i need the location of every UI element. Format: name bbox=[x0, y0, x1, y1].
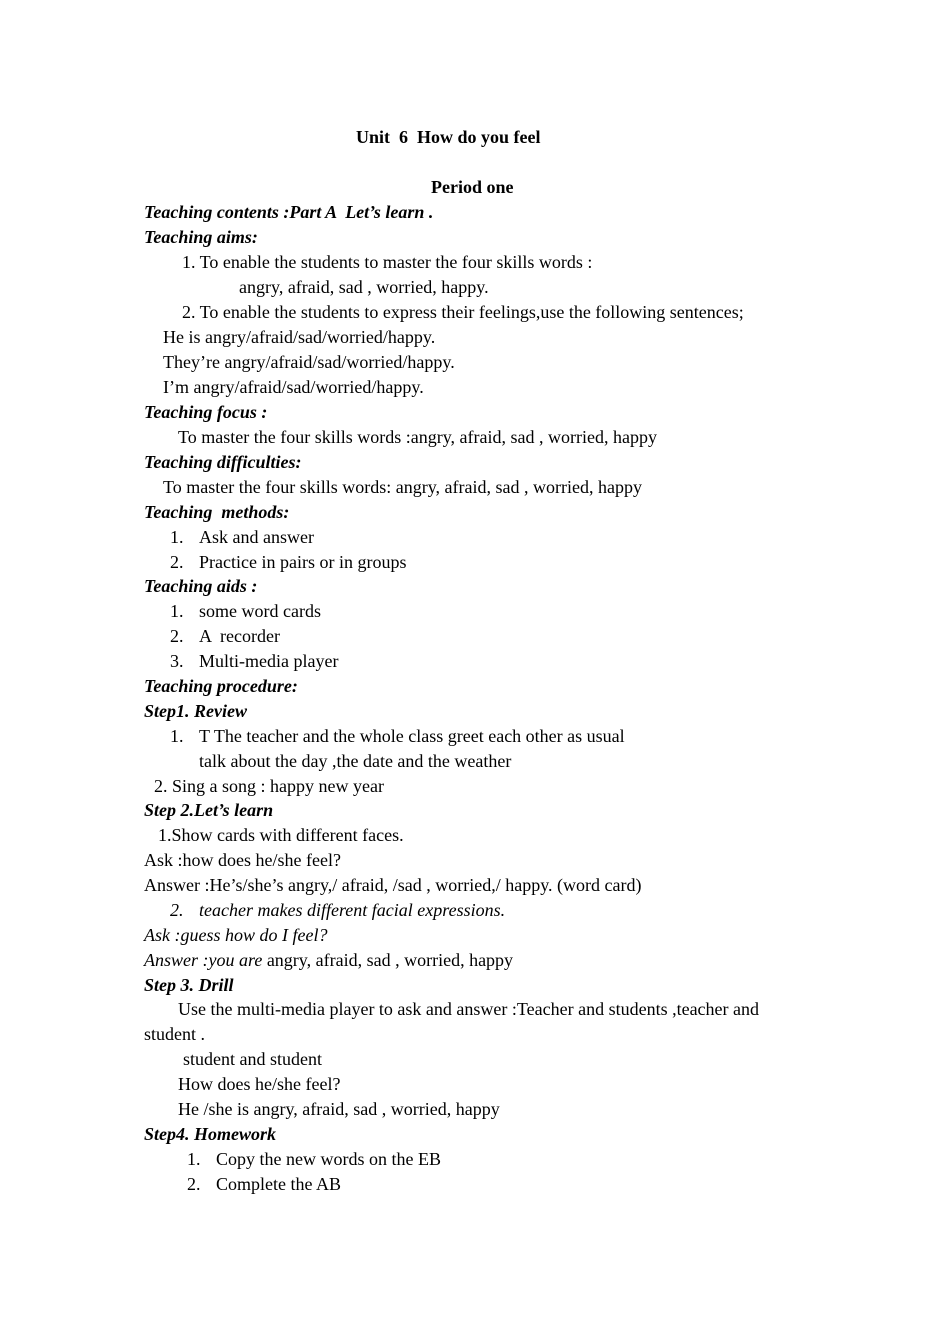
aids-heading: Teaching aids : bbox=[144, 576, 258, 596]
aim-sentence-1: He is angry/afraid/sad/worried/happy. bbox=[163, 327, 436, 347]
step3-heading: Step 3. Drill bbox=[144, 975, 234, 995]
step2-line-6: Answer :you are angry, afraid, sad , worried, happy bbox=[144, 950, 514, 970]
step2-line-5: Ask :guess how do I feel? bbox=[144, 925, 328, 945]
list-item: 1. T The teacher and the whole class greet each other as usual bbox=[170, 726, 625, 746]
focus-text: To master the four skills words :angry, afraid, sad , worried, happy bbox=[178, 427, 657, 447]
step2-line-2: Ask :how does he/she feel? bbox=[144, 850, 341, 870]
teaching-contents: Teaching contents :Part A Let’s learn . bbox=[144, 202, 434, 222]
step3-line-1-continued: student . bbox=[144, 1024, 205, 1044]
procedure-heading: Teaching procedure: bbox=[144, 676, 298, 696]
step2-line-1: 1.Show cards with different faces. bbox=[158, 825, 404, 845]
step3-line-3: How does he/she feel? bbox=[178, 1074, 341, 1094]
difficulties-text: To master the four skills words: angry, afraid, sad , worried, happy bbox=[163, 477, 642, 497]
list-item: 2. A recorder bbox=[170, 626, 280, 646]
focus-heading: Teaching focus : bbox=[144, 402, 268, 422]
list-item: 1. Copy the new words on the EB bbox=[187, 1149, 441, 1169]
methods-heading: Teaching methods: bbox=[144, 502, 290, 522]
step3-line-1: Use the multi-media player to ask and answer :Teacher and students ,teacher and bbox=[178, 999, 760, 1019]
list-item: 2. Practice in pairs or in groups bbox=[170, 552, 407, 572]
aim-sentence-2: They’re angry/afraid/sad/worried/happy. bbox=[163, 352, 455, 372]
step2-heading: Step 2.Let’s learn bbox=[144, 800, 274, 820]
difficulties-heading: Teaching difficulties: bbox=[144, 452, 302, 472]
aim-1-words: angry, afraid, sad , worried, happy. bbox=[239, 277, 489, 297]
document-title: Unit 6 How do you feel bbox=[356, 127, 541, 147]
list-item: 2. teacher makes different facial expressions. bbox=[170, 900, 506, 920]
step1-item1-continued: talk about the day ,the date and the weather bbox=[199, 751, 512, 771]
aims-heading: Teaching aims: bbox=[144, 227, 258, 247]
list-item: 1. Ask and answer bbox=[170, 527, 314, 547]
aim-sentence-3: I’m angry/afraid/sad/worried/happy. bbox=[163, 377, 424, 397]
aim-1: 1. To enable the students to master the four skills words : bbox=[182, 252, 593, 272]
list-item: 2. Complete the AB bbox=[187, 1174, 341, 1194]
period-heading: Period one bbox=[431, 177, 514, 197]
aim-2: 2. To enable the students to express their feelings,use the following sentences; bbox=[182, 302, 744, 322]
step1-heading: Step1. Review bbox=[144, 701, 247, 721]
list-item: 3. Multi-media player bbox=[170, 651, 339, 671]
step1-item2: 2. Sing a song : happy new year bbox=[154, 776, 384, 796]
list-item: 1. some word cards bbox=[170, 601, 321, 621]
step4-heading: Step4. Homework bbox=[144, 1124, 277, 1144]
step3-line-4: He /she is angry, afraid, sad , worried, happy bbox=[178, 1099, 500, 1119]
step3-line-2: student and student bbox=[183, 1049, 322, 1069]
step2-line-3: Answer :He’s/she’s angry,/ afraid, /sad , worried,/ happy. (word card) bbox=[144, 875, 642, 895]
